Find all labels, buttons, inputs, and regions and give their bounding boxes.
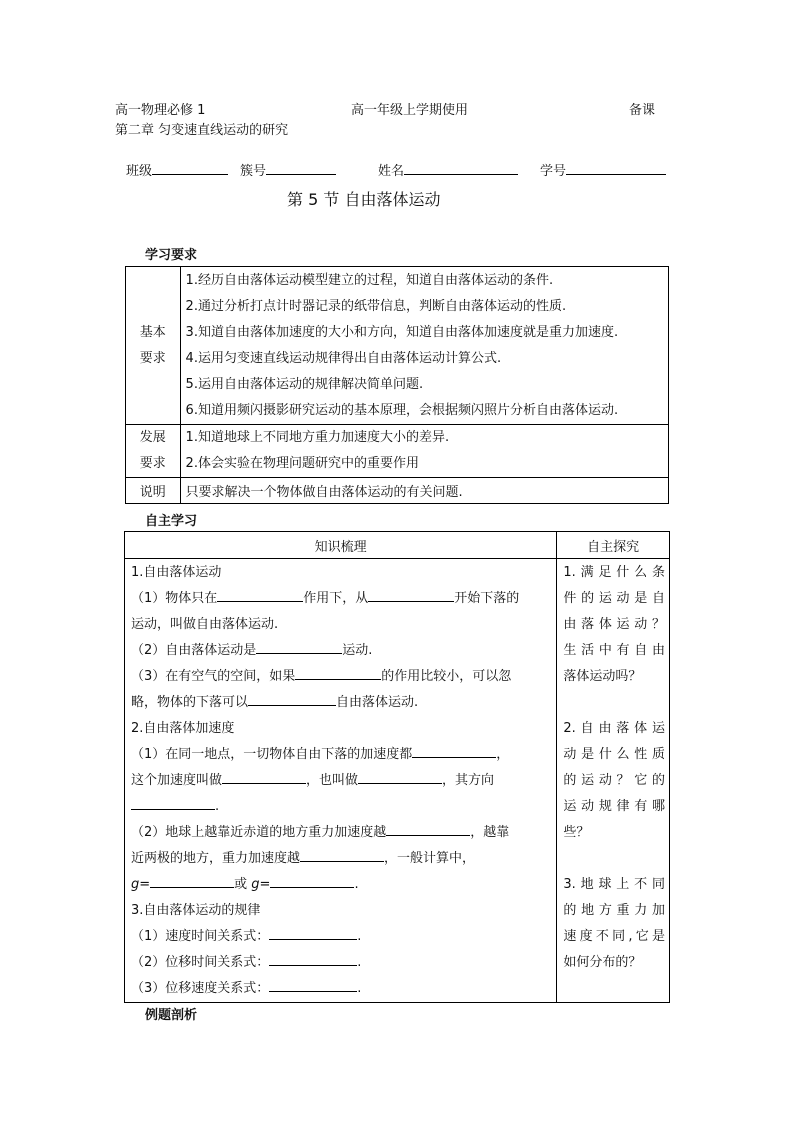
explore-line: 的运动？它的 [563,773,665,788]
develop-items [180,425,668,478]
basic-row [126,267,669,425]
s2-line-1: （1）在同一地点，一切物体自由下落的加速度都 ， [131,742,550,768]
s3-line-1: （1）速度时间关系式： . [131,924,550,950]
s1-line-3: （2）自由落体运动是 运动. [131,638,550,664]
list-item: 2.体会实验在物理问题研究中的重要作用 [185,456,419,471]
fill-blank [270,873,354,888]
s1-line-1: （1）物体只在 作用下，从 开始下落的 [131,586,550,612]
list-item: 1.经历自由落体运动模型建立的过程，知道自由落体运动的条件. [185,273,554,288]
name-field [378,160,518,179]
s2-line-5: 近两极的地方，重力加速度越 ，一般计算中， [131,846,550,872]
fill-blank [386,821,470,836]
explore-line: 2.自由落体运 [563,721,665,736]
s1-line-4: （3）在有空气的空间，如果 的作用比较小，可以忽 [131,664,550,690]
s2-line-2: 这个加速度叫做 ，也叫做 ，其方向 [131,768,550,794]
class-label: 班级 [126,164,153,179]
col-header-explore: 自主探究 [557,532,670,559]
explore-line: 由落体运动？ [563,617,665,632]
fill-blank [300,847,384,862]
list-item: 3.知道自由落体加速度的大小和方向，知道自由落体加速度就是重力加速度. [185,325,619,340]
grade-label: 高一年级上学期使用 [351,103,469,118]
class-field [126,160,228,179]
self-study-header-row [125,532,670,559]
subject-label: 高一物理必修 1 [115,103,206,118]
fill-blank [412,743,496,758]
list-item: 5.运用自由落体运动的规律解决简单问题. [185,377,424,392]
requirements-heading: 学习要求 [145,248,198,263]
basic-items [180,267,668,425]
explore-line: 速度不同,它是 [563,929,665,944]
explore-line: 生活中有自由 [563,643,665,658]
group-label: 簇号 [240,164,267,179]
fill-blank [358,769,442,784]
explore-line: 1.满足什么条 [563,565,665,580]
id-blank [566,160,666,175]
explore-line: 些？ [563,825,590,840]
class-blank [152,160,228,175]
fill-blank [269,951,357,966]
note-row [126,478,669,504]
explore-line [563,846,665,872]
section-2-title: 2.自由落体加速度 [131,721,235,736]
group-blank [266,160,336,175]
s1-line-2: 运动，叫做自由落体运动. [131,617,279,632]
section-title: 第 5 节 自由落体运动 [287,190,441,209]
explore-line: 3.地球上不同 [563,877,665,892]
s1-line-5: 略，物体的下落可以 自由落体运动. [131,690,550,716]
explore-line: 运动规律有哪 [563,799,665,814]
explore-line: 落体运动吗？ [563,669,642,684]
explore-cell [557,559,670,1003]
examples-heading: 例题剖析 [145,1008,198,1023]
s3-line-2: （2）位移时间关系式： . [131,950,550,976]
fill-blank [256,639,342,654]
list-item: 6.知道用频闪摄影研究运动的基本原理，会根据频闪照片分析自由落体运动. [185,403,619,418]
fill-blank [222,769,306,784]
develop-row [126,425,669,478]
s2-line-6: g= 或 g= . [131,872,550,898]
self-study-heading: 自主学习 [145,514,198,529]
list-item: 4.运用匀变速直线运动规律得出自由落体运动计算公式. [185,351,502,366]
section-1-title: 1.自由落体运动 [131,565,222,580]
s2-line-3: . [131,794,550,820]
list-item: 1.知道地球上不同地方重力加速度大小的差异. [185,430,450,445]
section-3-title: 3.自由落体运动的规律 [131,903,261,918]
group-field [240,160,336,179]
note-label: 说明 [126,478,181,504]
requirements-table [125,266,669,504]
fill-blank [131,795,215,810]
explore-line: 的地方重力加 [563,903,665,918]
explore-line: 动是什么性质 [563,747,665,762]
fill-blank [368,587,454,602]
list-item: 2.通过分析打点计时器记录的纸带信息，判断自由落体运动的性质. [185,299,567,314]
name-label: 姓名 [378,164,405,179]
name-blank [404,160,518,175]
id-field [540,160,666,179]
s3-line-3: （3）位移速度关系式： . [131,976,550,1002]
self-study-body-row [125,559,670,1003]
note-text: 只要求解决一个物体做自由落体运动的有关问题. [180,478,668,504]
basic-label: 基本 要求 [126,267,181,425]
chapter-label: 第二章 匀变速直线运动的研究 [115,123,289,138]
fill-blank [269,925,357,940]
explore-line: 如何分布的？ [563,955,642,970]
prep-note: 备课 [629,103,656,118]
develop-label: 发展 要求 [126,425,181,478]
fill-blank [150,873,234,888]
explore-line [563,690,665,716]
knowledge-cell [125,559,557,1003]
explore-line: 件的运动是自 [563,591,665,606]
col-header-knowledge: 知识梳理 [125,532,557,559]
fill-blank [295,665,381,680]
self-study-table [124,531,670,1003]
fill-blank [217,587,303,602]
s2-line-4: （2）地球上越靠近赤道的地方重力加速度越 ，越靠 [131,820,550,846]
id-label: 学号 [540,164,567,179]
fill-blank [248,691,336,706]
fill-blank [269,977,357,992]
